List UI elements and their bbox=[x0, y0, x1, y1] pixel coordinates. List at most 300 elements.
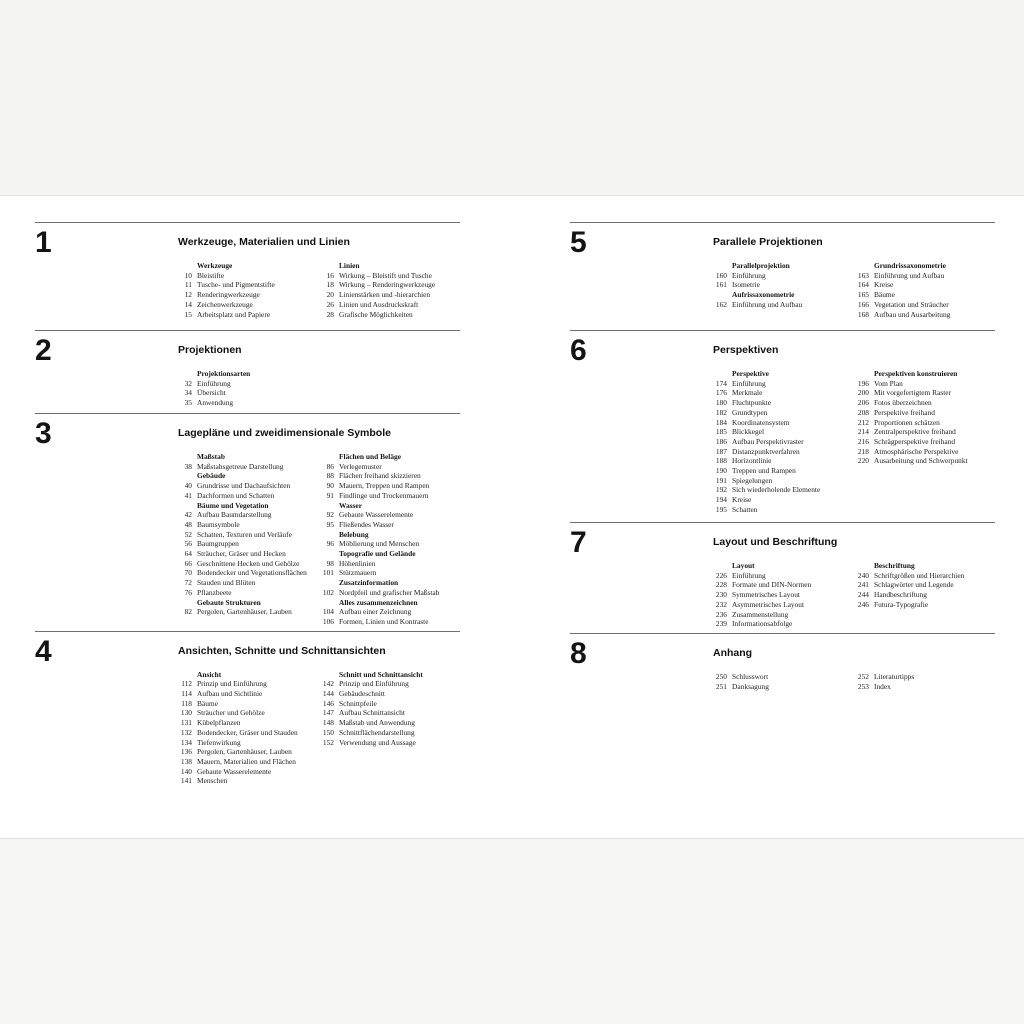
entry-label: Schrägperspektive freihand bbox=[874, 436, 956, 446]
section-content bbox=[178, 337, 460, 408]
page-number: 246 bbox=[857, 599, 869, 609]
entry-label: Zusammenstellung bbox=[732, 609, 789, 619]
page-number: 16 bbox=[326, 270, 334, 280]
chapter-number: 1 bbox=[35, 226, 51, 259]
page-number: 38 bbox=[184, 461, 192, 471]
page-number: 130 bbox=[180, 708, 192, 718]
section-content bbox=[178, 229, 462, 319]
page-number: 34 bbox=[184, 388, 192, 398]
page-number: 250 bbox=[715, 671, 727, 681]
toc-entry bbox=[178, 607, 320, 617]
entry-list bbox=[178, 670, 320, 786]
entry-label: Maßstab und Anwendung bbox=[339, 718, 415, 728]
page-number: 185 bbox=[715, 427, 727, 437]
toc-entry bbox=[713, 398, 855, 408]
page-number: 114 bbox=[181, 689, 192, 699]
toc-entry bbox=[713, 437, 855, 447]
entry-list bbox=[178, 369, 460, 408]
toc-entry bbox=[320, 708, 462, 718]
entry-list bbox=[178, 261, 320, 319]
page-number: 232 bbox=[715, 599, 727, 609]
page-number: 251 bbox=[715, 681, 727, 691]
page-number: 138 bbox=[180, 756, 192, 766]
chapter-title: Projektionen bbox=[178, 344, 242, 356]
entry-label: Aufbau Baumdarstellung bbox=[197, 510, 272, 520]
page-number: 212 bbox=[857, 417, 869, 427]
entry-label: Sträucher, Gräser und Hecken bbox=[197, 549, 286, 559]
toc-entry bbox=[320, 481, 462, 491]
entry-group-header: Werkzeuge bbox=[197, 261, 233, 270]
page-number: 226 bbox=[715, 570, 727, 580]
entry-group-header: Flächen und Beläge bbox=[339, 452, 402, 461]
toc-entry bbox=[713, 495, 855, 505]
chapter-title: Werkzeuge, Materialien und Linien bbox=[178, 236, 350, 248]
page-number: 136 bbox=[180, 747, 192, 757]
page-number: 88 bbox=[326, 471, 334, 481]
entry-lists bbox=[178, 670, 462, 786]
entry-label: Flächen freihand skizzieren bbox=[339, 471, 421, 481]
page-number: 160 bbox=[715, 270, 727, 280]
toc-entry bbox=[855, 398, 997, 408]
entry-label: Sträucher und Gehölze bbox=[197, 708, 265, 718]
toc-entry bbox=[855, 580, 997, 590]
entry-label: Perspektive freihand bbox=[874, 407, 935, 417]
page-number: 118 bbox=[181, 698, 192, 708]
toc-entry bbox=[320, 607, 462, 617]
page-number: 161 bbox=[715, 280, 727, 290]
entry-label: Baumsymbole bbox=[197, 519, 240, 529]
page-number: 140 bbox=[180, 766, 192, 776]
entry-label: Literaturtipps bbox=[874, 671, 915, 681]
entry-label: Pergolen, Gartenhäuser, Lauben bbox=[197, 607, 292, 617]
entry-lists bbox=[178, 261, 462, 319]
entry-label: Einführung bbox=[732, 378, 766, 388]
entry-label: Wirkung – Renderingwerkzeuge bbox=[339, 280, 436, 290]
entry-label: Linienstärken und -hierarchien bbox=[339, 290, 431, 300]
page-number: 142 bbox=[322, 679, 334, 689]
toc-entry bbox=[178, 271, 320, 281]
toc-section-4 bbox=[35, 631, 460, 790]
toc-entry bbox=[320, 559, 462, 569]
page-number: 192 bbox=[715, 485, 727, 495]
entry-group-header: Perspektiven konstruieren bbox=[874, 369, 958, 378]
entry-group-header: Maßstab bbox=[197, 452, 225, 461]
toc-entry bbox=[855, 600, 997, 610]
entry-label: Tiefenwirkung bbox=[197, 737, 241, 747]
entry-label: Bäume bbox=[874, 290, 895, 300]
entry-group-header: Parallelprojektion bbox=[732, 261, 790, 270]
entry-label: Einführung bbox=[197, 378, 231, 388]
entry-label: Grundrisse und Dachaufsichten bbox=[197, 481, 291, 491]
page-number: 147 bbox=[322, 708, 334, 718]
toc-entry bbox=[178, 699, 320, 709]
page-number: 244 bbox=[857, 590, 869, 600]
toc-entry bbox=[320, 520, 462, 530]
page-number: 168 bbox=[857, 309, 869, 319]
page-number: 146 bbox=[322, 698, 334, 708]
page-number: 164 bbox=[857, 280, 869, 290]
entry-label: Gebaute Wasserelemente bbox=[339, 510, 414, 520]
toc-entry bbox=[178, 310, 320, 320]
toc-entry bbox=[855, 271, 997, 281]
toc-entry bbox=[713, 682, 855, 692]
page-number: 11 bbox=[184, 280, 192, 290]
page-number: 70 bbox=[184, 568, 192, 578]
toc-entry bbox=[713, 271, 855, 281]
toc-entry bbox=[320, 679, 462, 689]
entry-label: Asymmetrisches Layout bbox=[732, 599, 805, 609]
page-number: 186 bbox=[715, 436, 727, 446]
entry-label: Tusche- und Pigmentstifte bbox=[197, 280, 275, 290]
entry-lists bbox=[178, 369, 460, 408]
section-content bbox=[713, 229, 997, 319]
page-number: 176 bbox=[715, 388, 727, 398]
toc-entry bbox=[713, 300, 855, 310]
entry-label: Bodendecker, Gräser und Stauden bbox=[197, 727, 298, 737]
toc-entry bbox=[713, 485, 855, 495]
page-number: 236 bbox=[715, 609, 727, 619]
page-number: 42 bbox=[184, 510, 192, 520]
toc-entry bbox=[320, 271, 462, 281]
toc-section-3 bbox=[35, 413, 460, 631]
page-number: 64 bbox=[184, 549, 192, 559]
toc-entry bbox=[320, 290, 462, 300]
toc-section-1 bbox=[35, 222, 460, 330]
entry-label: Handbeschriftung bbox=[874, 590, 927, 600]
page-number: 188 bbox=[715, 456, 727, 466]
toc-entry bbox=[320, 462, 462, 472]
entry-label: Übersicht bbox=[197, 388, 226, 398]
section-content bbox=[178, 638, 462, 786]
toc-entry bbox=[713, 619, 855, 629]
chapter-title: Layout und Beschriftung bbox=[713, 536, 838, 548]
entry-label: Einführung und Aufbau bbox=[874, 270, 945, 280]
toc-entry bbox=[178, 578, 320, 588]
toc-entry bbox=[178, 462, 320, 472]
page-number: 191 bbox=[715, 475, 727, 485]
page-number: 112 bbox=[181, 679, 192, 689]
entry-label: Aufbau und Sichtlinie bbox=[197, 689, 263, 699]
toc-entry bbox=[178, 738, 320, 748]
toc-entry bbox=[855, 388, 997, 398]
toc-entry bbox=[178, 300, 320, 310]
page-number: 90 bbox=[326, 481, 334, 491]
page-number: 52 bbox=[184, 529, 192, 539]
toc-section-7 bbox=[570, 522, 995, 633]
toc-entry bbox=[320, 738, 462, 748]
entry-label: Nordpfeil und grafischer Maßstab bbox=[339, 587, 440, 597]
entry-label: Horizontlinie bbox=[732, 456, 772, 466]
entry-label: Kreise bbox=[874, 280, 894, 290]
entry-label: Index bbox=[874, 681, 891, 691]
page-number: 252 bbox=[857, 671, 869, 681]
page-number: 141 bbox=[180, 776, 192, 786]
page-number: 20 bbox=[326, 290, 334, 300]
entry-label: Renderingwerkzeuge bbox=[197, 290, 260, 300]
entry-lists bbox=[713, 369, 997, 515]
page-number: 174 bbox=[715, 378, 727, 388]
toc-entry bbox=[713, 571, 855, 581]
page-number: 216 bbox=[857, 436, 869, 446]
entry-group-header: Aufrissaxonometrie bbox=[732, 290, 795, 300]
chapter-number: 8 bbox=[570, 636, 586, 670]
page-number: 66 bbox=[184, 558, 192, 568]
page-number: 206 bbox=[857, 398, 869, 408]
toc-entry bbox=[178, 491, 320, 501]
chapter-title: Ansichten, Schnitte und Schnittansichten bbox=[178, 644, 386, 657]
page-number: 82 bbox=[184, 607, 192, 617]
entry-group-header: Grundrissaxonometrie bbox=[874, 261, 946, 270]
toc-entry bbox=[178, 481, 320, 491]
entry-label: Bodendecker und Vegetationsflächen bbox=[197, 568, 307, 578]
page-number: 187 bbox=[715, 446, 727, 456]
page-number: 241 bbox=[857, 580, 869, 590]
page-number: 15 bbox=[184, 309, 192, 319]
page-number: 194 bbox=[715, 495, 727, 505]
toc-entry bbox=[178, 718, 320, 728]
entry-group-header: Alles zusammenzeichnen bbox=[339, 597, 418, 607]
page-number: 195 bbox=[715, 504, 727, 514]
page-number: 165 bbox=[857, 290, 869, 300]
entry-label: Ausarbeitung und Schwerpunkt bbox=[874, 456, 968, 466]
entry-label: Aufbau und Ausarbeitung bbox=[874, 309, 951, 319]
toc-entry bbox=[178, 679, 320, 689]
entry-label: Gebäudeschnitt bbox=[339, 689, 385, 699]
entry-label: Einführung bbox=[732, 570, 766, 580]
entry-label: Aufbau Perspektivraster bbox=[732, 436, 804, 446]
entry-label: Atmosphärische Perspektive bbox=[874, 446, 959, 456]
toc-entry bbox=[855, 447, 997, 457]
page-number: 95 bbox=[326, 519, 334, 529]
toc-entry bbox=[713, 418, 855, 428]
entry-group-header: Wasser bbox=[339, 500, 362, 510]
entry-label: Aufbau einer Zeichnung bbox=[339, 607, 412, 617]
page-number: 41 bbox=[184, 490, 192, 500]
toc-entry bbox=[178, 290, 320, 300]
page-number: 92 bbox=[326, 510, 334, 520]
page-number: 76 bbox=[184, 587, 192, 597]
toc-entry bbox=[178, 530, 320, 540]
toc-entry bbox=[178, 757, 320, 767]
page-number: 148 bbox=[322, 718, 334, 728]
page-number: 240 bbox=[857, 570, 869, 580]
entry-group-header: Perspektive bbox=[732, 369, 769, 378]
page-number: 239 bbox=[715, 619, 727, 629]
toc-entry bbox=[178, 559, 320, 569]
toc-entry bbox=[713, 580, 855, 590]
entry-list bbox=[713, 261, 855, 319]
entry-label: Symmetrisches Layout bbox=[732, 590, 800, 600]
toc-entry bbox=[178, 776, 320, 786]
toc-entry bbox=[713, 388, 855, 398]
entry-label: Prinzip und Einführung bbox=[339, 679, 409, 689]
entry-label: Schnittpfeile bbox=[339, 698, 377, 708]
chapter-title: Parallele Projektionen bbox=[713, 236, 823, 248]
toc-spread bbox=[35, 222, 995, 790]
toc-entry bbox=[713, 505, 855, 515]
page-number: 104 bbox=[322, 607, 334, 617]
entry-group-header: Layout bbox=[732, 561, 755, 570]
page-number: 190 bbox=[715, 466, 727, 476]
entry-label: Mauern, Treppen und Rampen bbox=[339, 481, 430, 491]
toc-entry bbox=[178, 520, 320, 530]
entry-label: Aufbau Schnittansicht bbox=[339, 708, 405, 718]
entry-label: Pflanzbeete bbox=[197, 587, 232, 597]
toc-column-left bbox=[35, 222, 460, 790]
page-number: 10 bbox=[184, 270, 192, 280]
toc-entry bbox=[713, 600, 855, 610]
toc-column-right bbox=[570, 222, 995, 790]
entry-label: Formate und DIN-Normen bbox=[732, 580, 812, 590]
page-number: 162 bbox=[715, 299, 727, 309]
entry-label: Verlegemuster bbox=[339, 461, 382, 471]
page-number: 228 bbox=[715, 580, 727, 590]
toc-entry bbox=[320, 718, 462, 728]
toc-entry bbox=[178, 767, 320, 777]
section-content bbox=[713, 337, 997, 515]
entry-label: Schnittflächendarstellung bbox=[339, 727, 415, 737]
entry-label: Menschen bbox=[197, 776, 228, 786]
entry-label: Höhenlinien bbox=[339, 558, 376, 568]
entry-list bbox=[320, 261, 462, 319]
entry-label: Sich wiederholende Elemente bbox=[732, 485, 821, 495]
entry-label: Fotos überzeichnen bbox=[874, 398, 932, 408]
photo-margin-top bbox=[0, 0, 1024, 196]
entry-list bbox=[713, 672, 855, 691]
page-number: 163 bbox=[857, 270, 869, 280]
entry-list bbox=[855, 561, 997, 629]
toc-entry bbox=[320, 510, 462, 520]
page-number: 182 bbox=[715, 407, 727, 417]
entry-label: Grafische Möglichkeiten bbox=[339, 309, 413, 319]
entry-label: Zeichenwerkzeuge bbox=[197, 299, 253, 309]
toc-entry bbox=[713, 427, 855, 437]
toc-entry bbox=[855, 379, 997, 389]
page-number: 106 bbox=[322, 616, 334, 626]
entry-label: Vegetation und Sträucher bbox=[874, 299, 949, 309]
toc-entry bbox=[178, 539, 320, 549]
entry-label: Bäume bbox=[197, 698, 218, 708]
toc-entry bbox=[855, 571, 997, 581]
entry-group-header: Ansicht bbox=[197, 669, 222, 679]
page-number: 180 bbox=[715, 398, 727, 408]
chapter-number: 7 bbox=[570, 526, 586, 559]
page-number: 200 bbox=[857, 388, 869, 398]
chapter-number: 5 bbox=[570, 226, 586, 259]
entry-label: Baumgruppen bbox=[197, 539, 239, 549]
toc-entry bbox=[178, 708, 320, 718]
toc-entry bbox=[320, 280, 462, 290]
entry-group-header: Projektionsarten bbox=[197, 369, 251, 378]
entry-label: Fließendes Wasser bbox=[339, 519, 394, 529]
entry-label: Isometrie bbox=[732, 280, 760, 290]
toc-entry bbox=[320, 539, 462, 549]
entry-group-header: Belebung bbox=[339, 529, 369, 539]
page-number: 218 bbox=[857, 446, 869, 456]
toc-entry bbox=[855, 418, 997, 428]
chapter-number: 6 bbox=[570, 334, 586, 367]
entry-label: Danksagung bbox=[732, 681, 769, 691]
entry-list bbox=[855, 672, 997, 691]
toc-entry bbox=[320, 689, 462, 699]
toc-entry bbox=[855, 682, 997, 692]
toc-entry bbox=[178, 747, 320, 757]
page-number: 28 bbox=[326, 309, 334, 319]
toc-entry bbox=[855, 280, 997, 290]
entry-label: Verwendung und Aussage bbox=[339, 737, 416, 747]
toc-section-5 bbox=[570, 222, 995, 330]
entry-label: Grundtypen bbox=[732, 407, 768, 417]
entry-label: Informationsabfolge bbox=[732, 619, 793, 629]
entry-group-header: Schnitt und Schnittansicht bbox=[339, 669, 423, 679]
toc-entry bbox=[713, 408, 855, 418]
toc-section-2 bbox=[35, 330, 460, 413]
entry-group-header: Gebaute Strukturen bbox=[197, 597, 261, 607]
toc-entry bbox=[713, 672, 855, 682]
toc-entry bbox=[713, 610, 855, 620]
toc-entry bbox=[855, 408, 997, 418]
entry-label: Einführung bbox=[732, 270, 766, 280]
page-number: 72 bbox=[184, 578, 192, 588]
entry-lists bbox=[713, 261, 997, 319]
entry-label: Stauden und Blüten bbox=[197, 578, 256, 588]
entry-label: Zentralperspektive freihand bbox=[874, 427, 956, 437]
page-number: 98 bbox=[326, 558, 334, 568]
page-number: 152 bbox=[322, 737, 334, 747]
entry-label: Prinzip und Einführung bbox=[197, 679, 267, 689]
entry-label: Vom Plan bbox=[874, 378, 903, 388]
entry-label: Schriftgrößen und Hierarchien bbox=[874, 570, 965, 580]
entry-label: Pergolen, Gartenhäuser, Lauben bbox=[197, 747, 292, 757]
entry-label: Blickkegel bbox=[732, 427, 765, 437]
toc-entry bbox=[320, 568, 462, 578]
page-number: 26 bbox=[326, 299, 334, 309]
toc-entry bbox=[855, 456, 997, 466]
page-number: 32 bbox=[184, 378, 192, 388]
toc-entry bbox=[855, 300, 997, 310]
toc-entry bbox=[855, 437, 997, 447]
toc-entry bbox=[178, 689, 320, 699]
toc-entry bbox=[320, 300, 462, 310]
entry-list bbox=[320, 670, 462, 786]
entry-label: Formen, Linien und Kontraste bbox=[339, 616, 429, 626]
page-number: 12 bbox=[184, 290, 192, 300]
toc-entry bbox=[320, 728, 462, 738]
entry-list bbox=[713, 369, 855, 515]
toc-entry bbox=[320, 588, 462, 598]
entry-label: Findlinge und Trockenmauern bbox=[339, 490, 429, 500]
toc-entry bbox=[855, 590, 997, 600]
entry-label: Anwendung bbox=[197, 398, 234, 408]
page-number: 18 bbox=[326, 280, 334, 290]
entry-group-header: Bäume und Vegetation bbox=[197, 500, 269, 510]
entry-label: Wirkung – Bleistift und Tusche bbox=[339, 270, 432, 280]
entry-group-header: Beschriftung bbox=[874, 561, 915, 570]
page-number: 91 bbox=[326, 490, 334, 500]
toc-entry bbox=[178, 510, 320, 520]
entry-label: Arbeitsplatz und Papiere bbox=[197, 309, 271, 319]
entry-label: Fluchtpunkte bbox=[732, 398, 772, 408]
entry-label: Koordinatensystem bbox=[732, 417, 790, 427]
toc-entry bbox=[178, 549, 320, 559]
toc-entry bbox=[178, 398, 460, 408]
chapter-number: 3 bbox=[35, 417, 51, 450]
toc-entry bbox=[713, 466, 855, 476]
entry-label: Mit vorgefertigtem Raster bbox=[874, 388, 952, 398]
toc-entry bbox=[855, 427, 997, 437]
entry-label: Mauern, Materialien und Flächen bbox=[197, 756, 296, 766]
chapter-number: 4 bbox=[35, 634, 51, 668]
